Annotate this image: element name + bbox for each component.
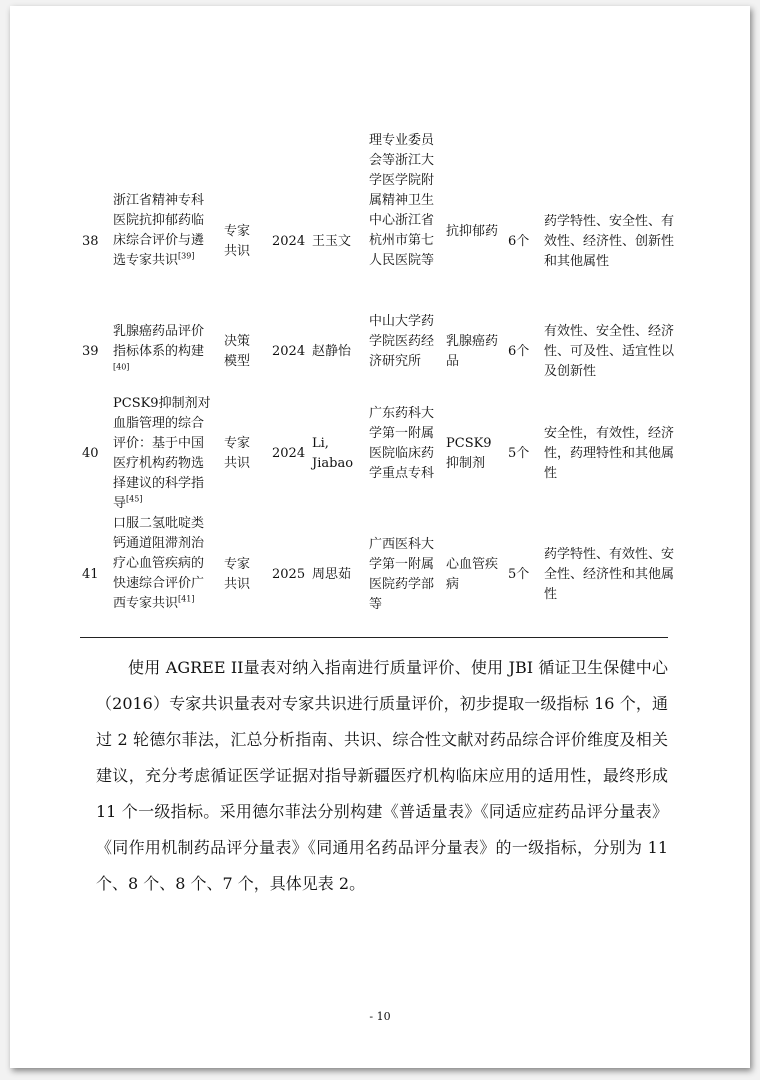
row-38-year: 2024 xyxy=(272,234,306,249)
row-40-title-text: PCSK9抑制剂对血脂管理的综合评价：基于中国医疗机构药物选择建议的科学指导 xyxy=(113,396,211,511)
row-40-number: 40 xyxy=(82,446,99,461)
row-38-count: 6个 xyxy=(508,234,530,249)
row-41-title-text: 口服二氢吡啶类钙通道阻滞剂治疗心血管疾病的快速综合评价广西专家共识 xyxy=(113,516,205,611)
row-41-title xyxy=(113,514,211,614)
table-bottom-rule xyxy=(80,637,668,638)
row-41-org: 广西医科大学第一附属医院药学部等 xyxy=(369,537,435,612)
row-39-ref: [40] xyxy=(113,362,130,372)
row-39-year: 2024 xyxy=(272,344,306,359)
row-41-attributes: 药学特性、有效性、安全性、经济性和其他属性 xyxy=(544,547,675,602)
row-38-author: 王玉文 xyxy=(312,234,352,249)
row-39-title xyxy=(113,322,211,382)
row-38-title-text: 浙江省精神专科医院抗抑郁药临床综合评价与遴选专家共识 xyxy=(113,193,205,268)
row-40-count: 5个 xyxy=(508,446,530,461)
row-39-attributes: 有效性、安全性、经济性、可及性、适宜性以及创新性 xyxy=(544,324,675,379)
row-39-author: 赵静怡 xyxy=(312,344,352,359)
row-39-drug: 乳腺癌药品 xyxy=(446,334,499,369)
row-39-title-text: 乳腺癌药品评价指标体系的构建 xyxy=(113,324,205,359)
row-38-title xyxy=(113,191,211,271)
row-41-ref: [41] xyxy=(178,594,195,604)
row-40-author: Li, Jiabao xyxy=(312,436,354,471)
row-40-org: 广东药科大学第一附属医院临床药学重点专科 xyxy=(369,406,435,481)
row-38-org: 理专业委员会等浙江大学医学院附属精神卫生中心浙江省杭州市第七人民医院等 xyxy=(369,133,435,268)
row-41-author: 周思茹 xyxy=(312,567,352,582)
row-40-drug: PCSK9抑制剂 xyxy=(446,436,492,471)
row-40-title xyxy=(113,394,211,514)
row-39-type: 决策模型 xyxy=(224,334,251,369)
row-41-number: 41 xyxy=(82,567,99,582)
row-40-ref: [45] xyxy=(126,494,143,504)
page-number: - 10 xyxy=(369,1010,391,1023)
body-paragraph: 使用 AGREE II量表对纳入指南进行质量评价、使用 JBI 循证卫生保健中心（2016）专家共识量表对专家共识进行质量评价，初步提取一级指标 16 个，通过 2 轮德尔菲法，汇总分析指南、共识、综合性文献对药品综合评价维度及相关建议，充分考虑循证医学证据对指导新疆医疗机构临床应用的适用性，最终形成 11 个一级指标。采用德尔菲法分别构建《普适量表》《同适应症药品评分量表》《同作用机制药品评分量表》《同通用名药品评分量表》的一级指标，分别为 11 个、8 个、8 个、7 个，具体见表 2。 xyxy=(96,658,668,893)
row-38-number: 38 xyxy=(82,234,99,249)
row-40-attributes: 安全性，有效性，经济性，药理特性和其他属性 xyxy=(544,426,675,481)
row-38-attributes: 药学特性、安全性、有效性、经济性、创新性和其他属性 xyxy=(544,214,675,269)
row-39-number: 39 xyxy=(82,344,99,359)
row-40-type: 专家共识 xyxy=(224,436,251,471)
row-41-type: 专家共识 xyxy=(224,557,251,592)
row-38-drug: 抗抑郁药 xyxy=(446,224,499,239)
row-39-org: 中山大学药学院医药经济研究所 xyxy=(369,314,435,369)
row-39-count: 6个 xyxy=(508,344,530,359)
row-41-year: 2025 xyxy=(272,567,306,582)
row-40-year: 2024 xyxy=(272,446,306,461)
row-41-drug: 心血管疾病 xyxy=(446,557,499,592)
row-38-type: 专家共识 xyxy=(224,224,251,259)
row-38-ref: [39] xyxy=(178,251,195,261)
row-41-count: 5个 xyxy=(508,567,530,582)
